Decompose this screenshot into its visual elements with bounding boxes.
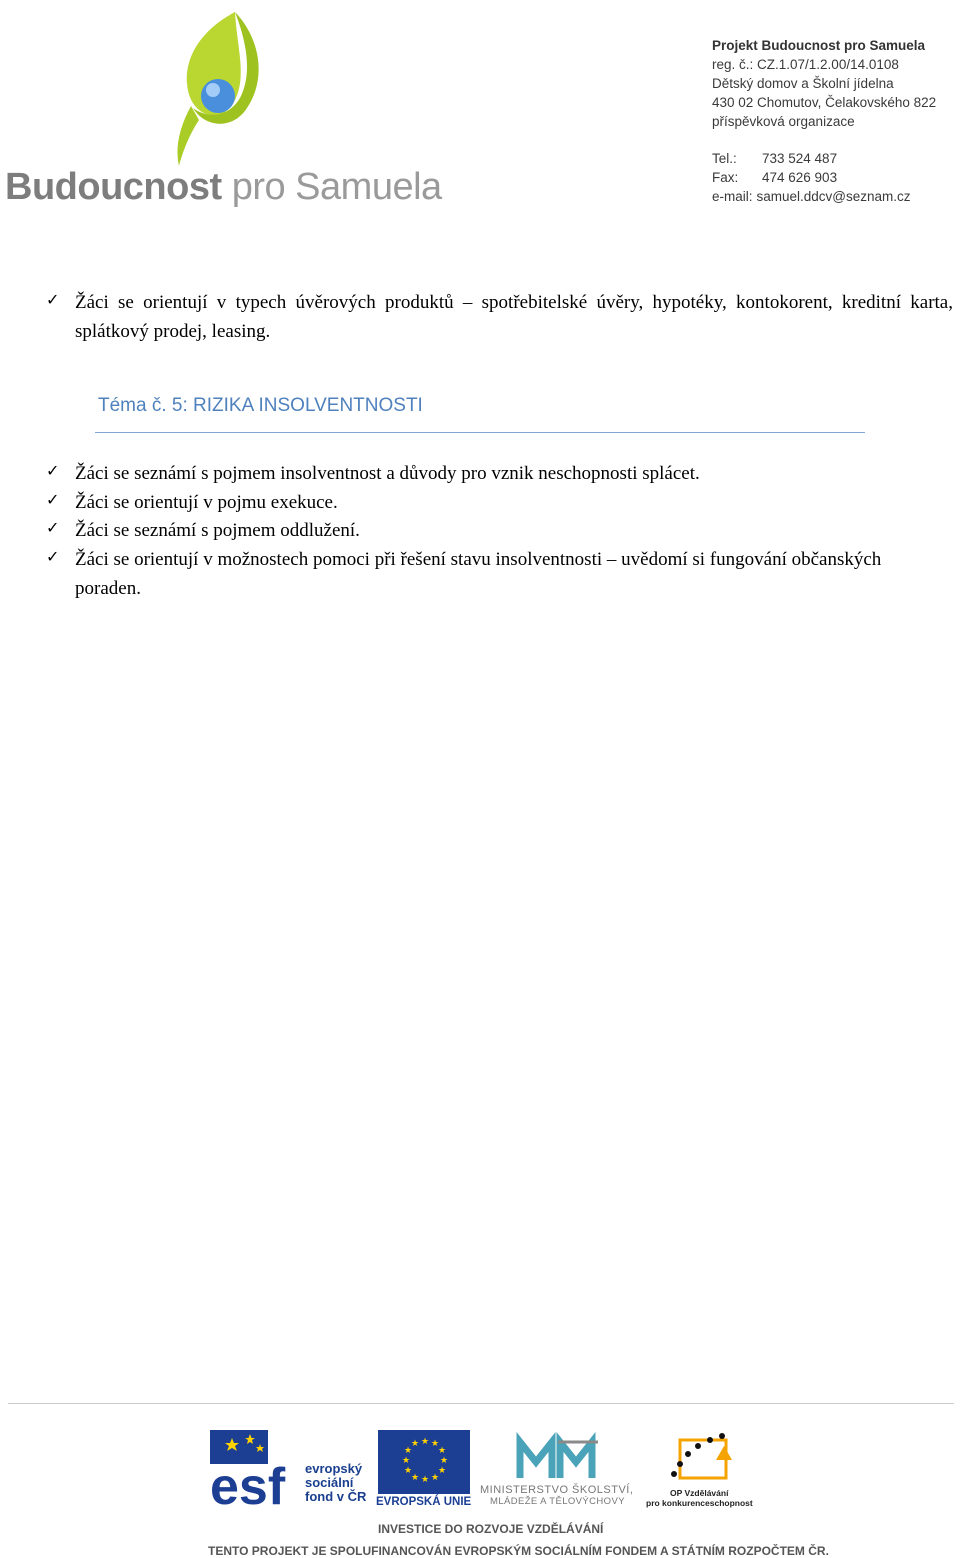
svg-text:★: ★ (421, 1437, 430, 1447)
heading-underline (95, 432, 865, 433)
esf-label: evropský sociální fond v ČR (305, 1461, 367, 1504)
svg-text:★: ★ (438, 1446, 447, 1456)
svg-text:★: ★ (438, 1466, 447, 1476)
investment-slogan: INVESTICE DO ROZVOJE VZDĚLÁVÁNÍ (378, 1522, 604, 1536)
svg-text:★: ★ (404, 1466, 413, 1476)
op-education-logo-icon (660, 1426, 750, 1486)
svg-text:★: ★ (431, 1473, 440, 1483)
list-item: Žáci se orientují v pojmu exekuce. (75, 492, 338, 513)
footer-divider (8, 1403, 954, 1404)
op-label: OP Vzdělávání (670, 1488, 729, 1498)
svg-text:★: ★ (402, 1456, 411, 1466)
eu-flag-icon (378, 1430, 470, 1494)
email-row: e-mail: samuel.ddcv@seznam.cz (712, 189, 911, 204)
eu-label: EVROPSKÁ UNIE (376, 1496, 472, 1508)
msmt-sublabel: MLÁDEŽE A TĚLOVÝCHOVY (490, 1496, 625, 1507)
project-title: Projekt Budoucnost pro Samuela (712, 38, 926, 53)
org-address: 430 02 Chomutov, Čelakovského 822 (712, 95, 937, 110)
svg-text:★: ★ (404, 1446, 413, 1456)
msmt-label: MINISTERSTVO ŠKOLSTVÍ, (480, 1484, 634, 1496)
phone-row: Tel.: 733 524 487 (712, 151, 838, 166)
checkmark-icon: ✓ (46, 461, 60, 480)
page-header (0, 0, 960, 220)
contact-block (712, 36, 936, 206)
logo-wordmark: Budoucnost pro Samuela (5, 166, 442, 208)
list-item: Žáci se orientují v typech úvěrových produktů – spotřebitelské úvěry, hypotéky, kontokorent, kreditní karta, splátkový prodej, leasing. (75, 292, 953, 342)
registration-number: reg. č.: CZ.1.07/1.2.00/14.0108 (712, 57, 899, 72)
samuel-logo-icon (165, 8, 275, 168)
topic-heading: Téma č. 5: RIZIKA INSOLVENTNOSTI (98, 395, 423, 416)
op-sublabel: pro konkurenceschopnost (646, 1498, 753, 1508)
page-footer (0, 1420, 960, 1558)
svg-text:★: ★ (440, 1456, 449, 1466)
checkmark-icon: ✓ (46, 290, 60, 309)
cofinancing-note: TENTO PROJEKT JE SPOLUFINANCOVÁN EVROPSKÝM SOCIÁLNÍM FONDEM A STÁTNÍM ROZPOČTEM ČR. (208, 1544, 829, 1558)
svg-text:★: ★ (431, 1439, 440, 1449)
org-type: příspěvková organizace (712, 114, 855, 129)
list-item: Žáci se seznámí s pojmem oddlužení. (75, 520, 360, 541)
email-link[interactable]: samuel.ddcv@seznam.cz (756, 189, 911, 204)
fax-row: Fax: 474 626 903 (712, 170, 838, 185)
org-name: Dětský domov a Školní jídelna (712, 76, 894, 91)
checkmark-icon: ✓ (46, 518, 60, 537)
list-item: Žáci se orientují v možnostech pomoci při řešení stavu insolventnosti – uvědomí si fungování občanských poraden. (75, 549, 882, 599)
checkmark-icon: ✓ (46, 547, 60, 566)
svg-text:esf: esf (210, 1458, 286, 1510)
list-item: Žáci se seznámí s pojmem insolventnost a důvody pro vznik neschopnosti splácet. (75, 463, 700, 484)
svg-text:★: ★ (411, 1473, 420, 1483)
svg-text:★: ★ (411, 1439, 420, 1449)
svg-text:★: ★ (421, 1475, 430, 1485)
checkmark-icon: ✓ (46, 490, 60, 509)
